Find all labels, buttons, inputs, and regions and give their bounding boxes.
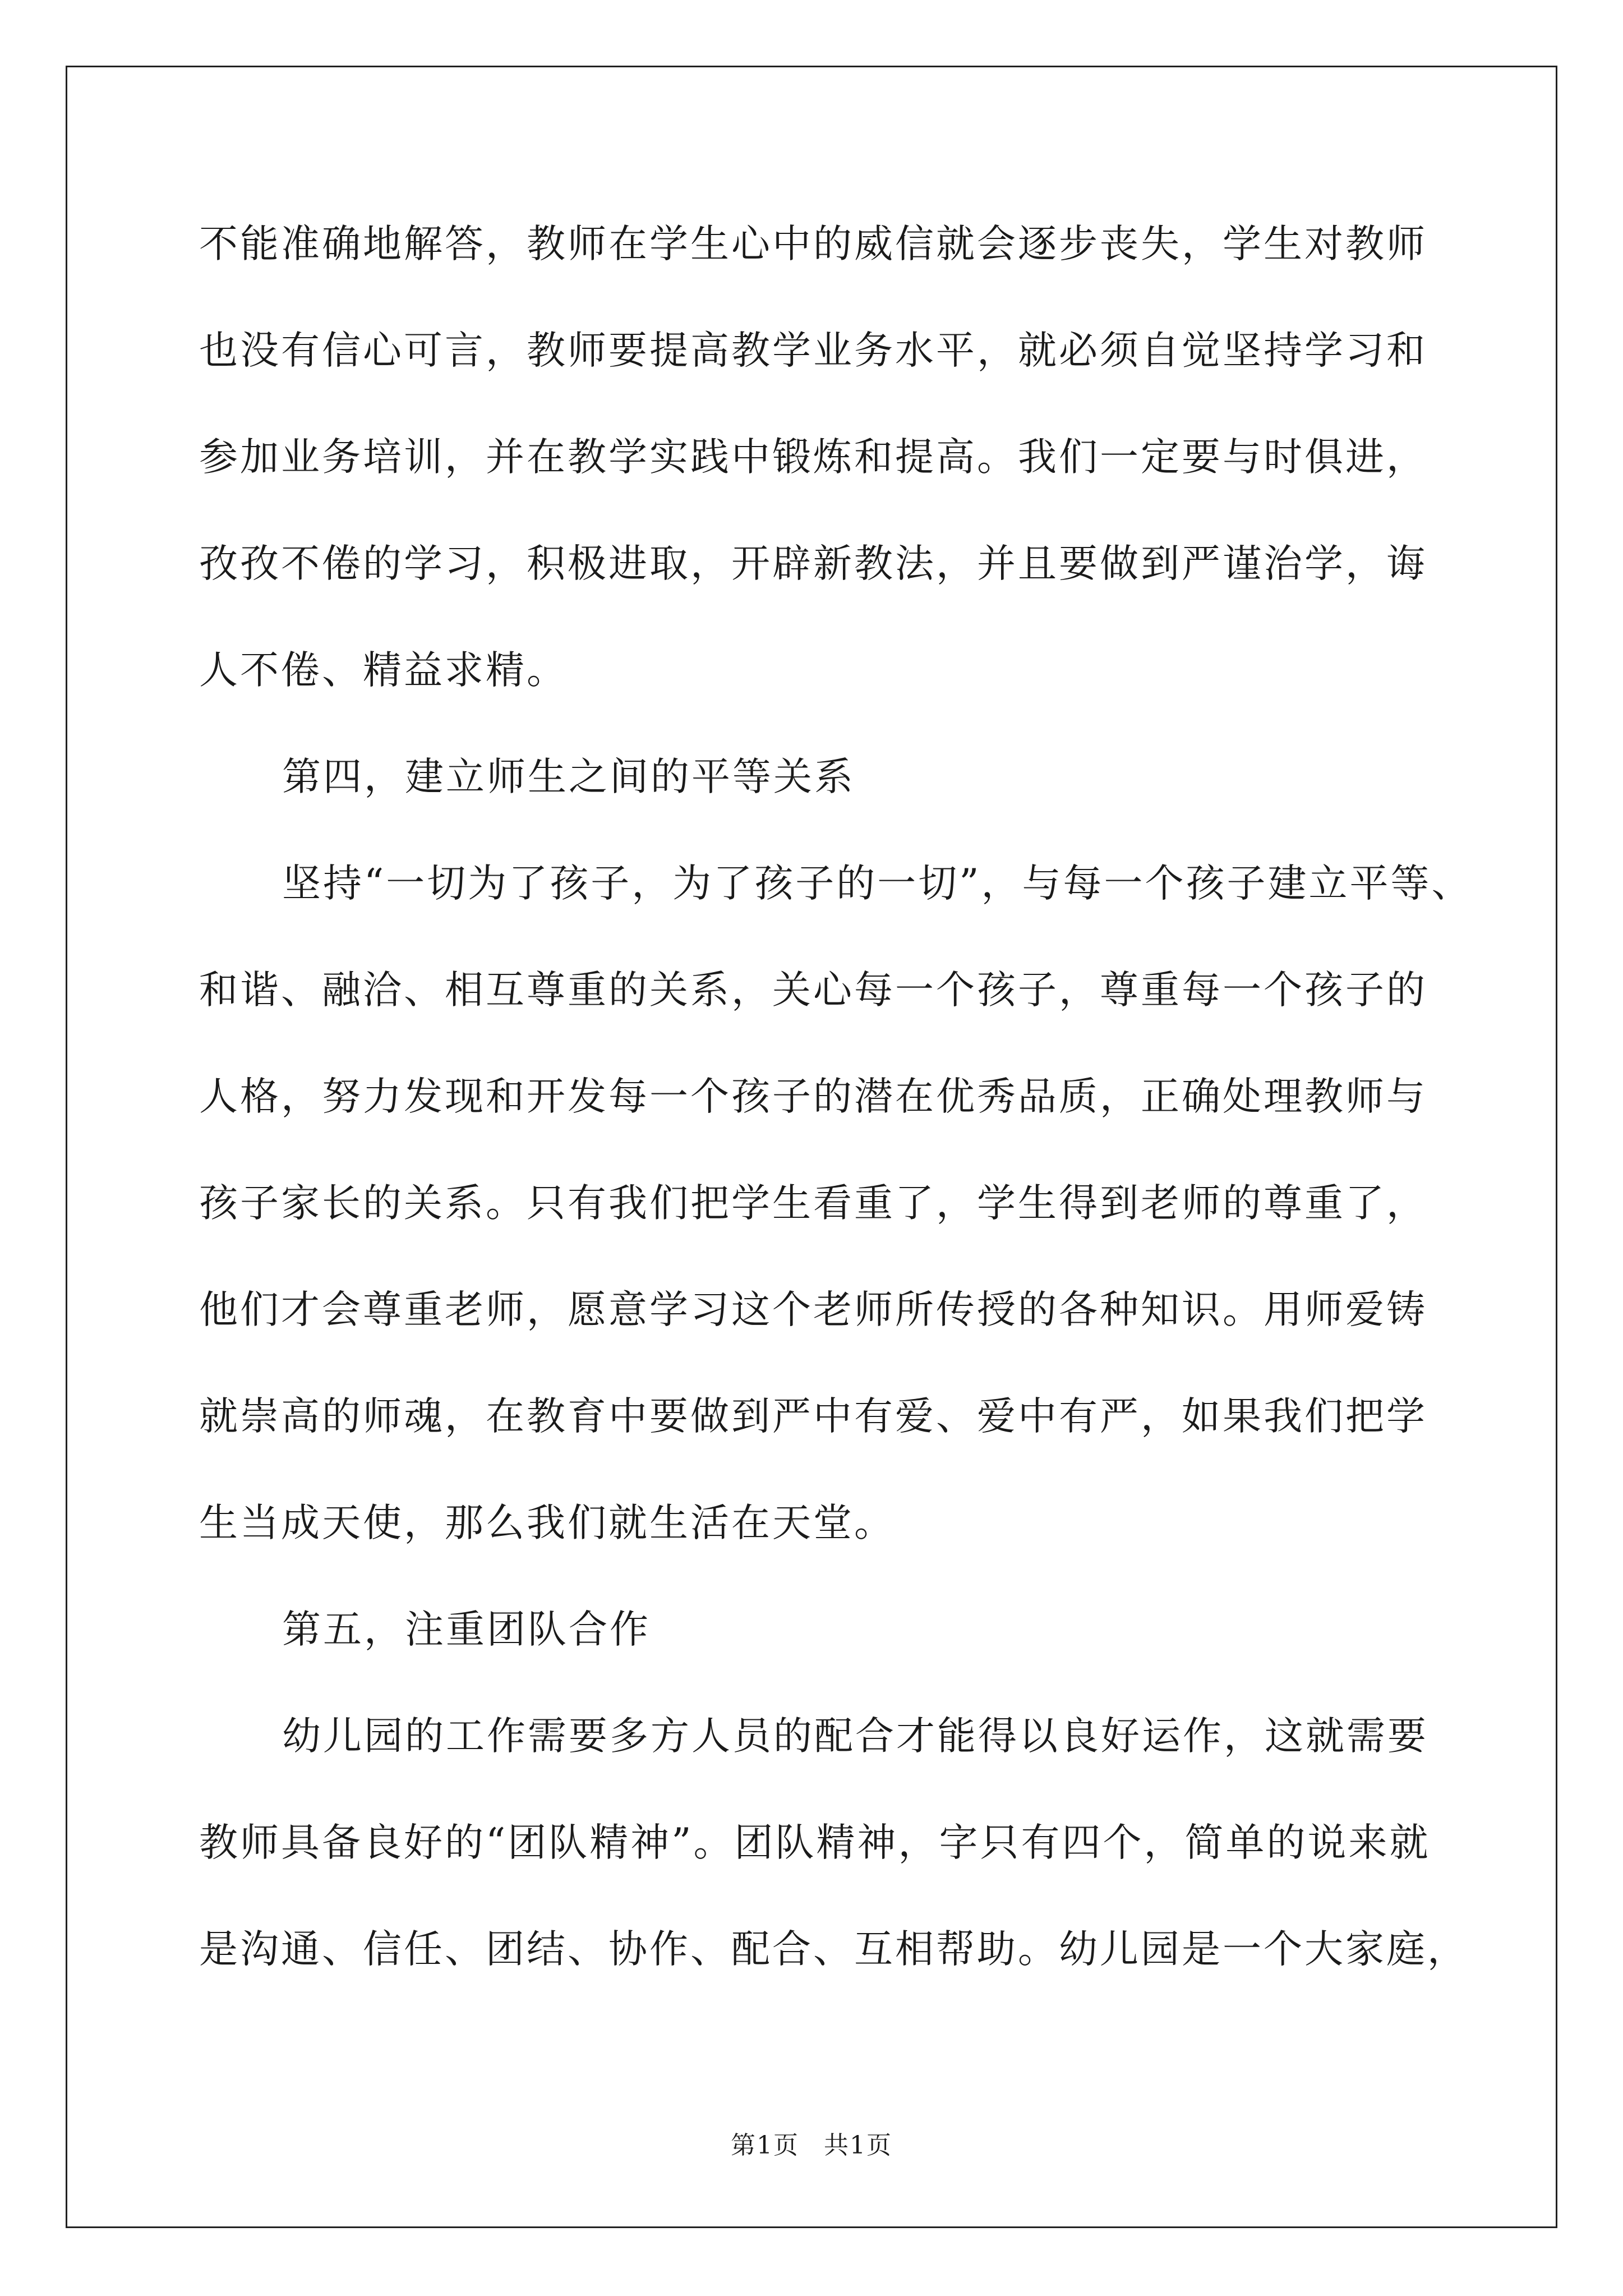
text-line: 孜孜不倦的学习，积极进取，开辟新教法，并且要做到严谨治学，诲 [199, 541, 1427, 586]
page-total: 共1页 [824, 2131, 892, 2160]
text-line: 不能准确地解答，教师在学生心中的威信就会逐步丧失，学生对教师 [199, 222, 1427, 266]
text-line: 孩子家长的关系。只有我们把学生看重了，学生得到老师的尊重了， [199, 1181, 1427, 1226]
text-line: 参加业务培训，并在教学实践中锻炼和提高。我们一定要与时俱进， [199, 435, 1427, 480]
section-heading: 第五，注重团队合作 [282, 1607, 651, 1652]
page-footer [0, 2129, 1623, 2162]
text-line: 是沟通、信任、团结、协作、配合、互相帮助。幼儿园是一个大家庭， [199, 1927, 1468, 1972]
text-line: 人不倦、精益求精。 [199, 648, 568, 693]
text-line: 教师具备良好的“团队精神”。团队精神，字只有四个，简单的说来就 [199, 1820, 1431, 1865]
document-body [199, 213, 1473, 2025]
text-line: 就崇高的师魂，在教育中要做到严中有爱、爱中有严，如果我们把学 [199, 1394, 1427, 1439]
text-line: 坚持“一切为了孩子，为了孩子的一切”，与每一个孩子建立平等、 [282, 861, 1473, 906]
text-line: 也没有信心可言，教师要提高教学业务水平，就必须自觉坚持学习和 [199, 328, 1427, 373]
text-line: 他们才会尊重老师，愿意学习这个老师所传授的各种知识。用师爱铸 [199, 1287, 1427, 1332]
page-number: 第1页 [731, 2131, 799, 2160]
text-line: 人格，努力发现和开发每一个孩子的潜在优秀品质，正确处理教师与 [199, 1074, 1427, 1119]
text-line: 幼儿园的工作需要多方人员的配合才能得以良好运作，这就需要 [282, 1714, 1428, 1759]
text-line: 和谐、融洽、相互尊重的关系，关心每一个孩子，尊重每一个孩子的 [199, 968, 1427, 1013]
section-heading: 第四，建立师生之间的平等关系 [282, 754, 855, 799]
text-line: 生当成天使，那么我们就生活在天堂。 [199, 1501, 895, 1545]
